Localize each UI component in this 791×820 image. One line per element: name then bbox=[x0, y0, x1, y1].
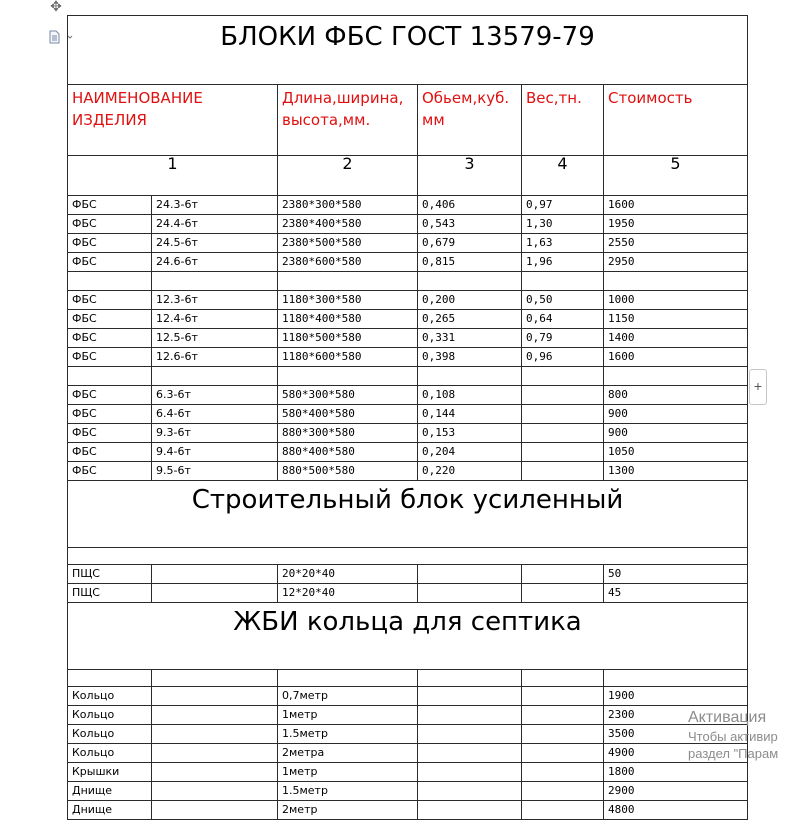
cell-weight bbox=[522, 386, 604, 405]
cell-volume: 0,144 bbox=[418, 405, 522, 424]
column-number-row bbox=[68, 156, 748, 196]
cell-type: ФБС bbox=[68, 386, 152, 405]
fbs-row bbox=[68, 386, 748, 405]
cell-cost: 1600 bbox=[604, 348, 748, 367]
spacer-row bbox=[68, 367, 748, 386]
cell-type: ФБС bbox=[68, 253, 152, 272]
cell-dims: 0,7метр bbox=[278, 687, 418, 706]
header-volume: Обьем,куб. мм bbox=[418, 85, 522, 156]
cell-volume: 0,265 bbox=[418, 310, 522, 329]
cell-dims: 1180*600*580 bbox=[278, 348, 418, 367]
fbs-row bbox=[68, 253, 748, 272]
fbs-row bbox=[68, 196, 748, 215]
cell-volume: 0,406 bbox=[418, 196, 522, 215]
column-number-4: 4 bbox=[522, 156, 604, 196]
cell-dims: 1.5метр bbox=[278, 725, 418, 744]
cell-volume bbox=[418, 782, 522, 801]
cell-dims: 2380*400*580 bbox=[278, 215, 418, 234]
cell-weight: 0,97 bbox=[522, 196, 604, 215]
fbs-row bbox=[68, 291, 748, 310]
cell-type: Кольцо bbox=[68, 687, 152, 706]
cell-weight: 0,96 bbox=[522, 348, 604, 367]
cell-code: 24.4-6т bbox=[152, 215, 278, 234]
column-number-1: 1 bbox=[68, 156, 278, 196]
cell-type: Днище bbox=[68, 782, 152, 801]
cell-cost: 2900 bbox=[604, 782, 748, 801]
cell-volume: 0,204 bbox=[418, 443, 522, 462]
empty-cell bbox=[418, 272, 522, 291]
cell-dims: 2380*600*580 bbox=[278, 253, 418, 272]
cell-weight bbox=[522, 801, 604, 820]
cell-code: 9.4-6т bbox=[152, 443, 278, 462]
cell-cost: 3500 bbox=[604, 725, 748, 744]
cell-type: ПЩС bbox=[68, 565, 152, 584]
empty-cell bbox=[604, 670, 748, 687]
fbs-row bbox=[68, 234, 748, 253]
empty-cell bbox=[418, 670, 522, 687]
empty-cell bbox=[68, 367, 152, 386]
cell-volume bbox=[418, 687, 522, 706]
cell-code bbox=[152, 801, 278, 820]
watermark-line1: Активация bbox=[688, 709, 767, 726]
fbs-row bbox=[68, 462, 748, 481]
cell-type: Крышки bbox=[68, 763, 152, 782]
cell-weight bbox=[522, 744, 604, 763]
cell-dims: 2метр bbox=[278, 801, 418, 820]
watermark-line2: Чтобы активир bbox=[688, 729, 778, 744]
page-title: БЛОКИ ФБС ГОСТ 13579-79 bbox=[68, 16, 748, 85]
ring-row bbox=[68, 763, 748, 782]
cell-type: ФБС bbox=[68, 462, 152, 481]
empty-cell bbox=[68, 272, 152, 291]
empty-cell bbox=[278, 272, 418, 291]
ring-row bbox=[68, 687, 748, 706]
cell-code: 24.5-6т bbox=[152, 234, 278, 253]
fbs-row bbox=[68, 329, 748, 348]
ring-row bbox=[68, 782, 748, 801]
section-title-reinforced: Строительный блок усиленный bbox=[68, 481, 748, 548]
spacer-row bbox=[68, 272, 748, 291]
cell-dims: 580*400*580 bbox=[278, 405, 418, 424]
cell-code: 24.3-6т bbox=[152, 196, 278, 215]
cell-code bbox=[152, 744, 278, 763]
cell-code: 24.6-6т bbox=[152, 253, 278, 272]
section-reinforced-row bbox=[68, 481, 748, 548]
cell-dims: 1.5метр bbox=[278, 782, 418, 801]
cell-cost: 1400 bbox=[604, 329, 748, 348]
cell-weight bbox=[522, 706, 604, 725]
cell-code: 12.6-6т bbox=[152, 348, 278, 367]
cell-code bbox=[152, 725, 278, 744]
cell-dims: 880*300*580 bbox=[278, 424, 418, 443]
empty-cell bbox=[604, 272, 748, 291]
watermark-line3: раздел "Парам bbox=[688, 746, 779, 761]
fbs-row bbox=[68, 310, 748, 329]
cell-code: 9.5-6т bbox=[152, 462, 278, 481]
empty-cell bbox=[604, 367, 748, 386]
cell-code bbox=[152, 706, 278, 725]
cell-type: ФБС bbox=[68, 291, 152, 310]
empty-cell bbox=[68, 670, 152, 687]
ring-row bbox=[68, 744, 748, 763]
ring-row bbox=[68, 801, 748, 820]
cell-cost: 4900 bbox=[604, 744, 748, 763]
cell-code: 9.3-6т bbox=[152, 424, 278, 443]
column-number-3: 3 bbox=[418, 156, 522, 196]
cell-code bbox=[152, 687, 278, 706]
empty-cell bbox=[278, 367, 418, 386]
cell-dims: 1180*500*580 bbox=[278, 329, 418, 348]
cell-weight bbox=[522, 462, 604, 481]
cell-volume: 0,398 bbox=[418, 348, 522, 367]
cell-cost: 1950 bbox=[604, 215, 748, 234]
cell-volume: 0,679 bbox=[418, 234, 522, 253]
cell-weight bbox=[522, 725, 604, 744]
cell-dims: 2380*300*580 bbox=[278, 196, 418, 215]
empty-cell bbox=[152, 670, 278, 687]
cell-volume bbox=[418, 744, 522, 763]
cell-volume bbox=[418, 725, 522, 744]
cell-volume: 0,200 bbox=[418, 291, 522, 310]
table-move-handle-icon[interactable]: ✥ bbox=[50, 0, 62, 14]
reinforced-row bbox=[68, 584, 748, 603]
cell-type: ФБС bbox=[68, 329, 152, 348]
cell-type: ПЩС bbox=[68, 584, 152, 603]
cell-volume: 0,153 bbox=[418, 424, 522, 443]
cell-dims: 880*500*580 bbox=[278, 462, 418, 481]
cell-type: Кольцо bbox=[68, 706, 152, 725]
fbs-row bbox=[68, 443, 748, 462]
cell-dims: 1метр bbox=[278, 706, 418, 725]
cell-cost: 1000 bbox=[604, 291, 748, 310]
cell-volume bbox=[418, 801, 522, 820]
cell-weight: 0,79 bbox=[522, 329, 604, 348]
header-weight: Вес,тн. bbox=[522, 85, 604, 156]
cell-volume: 0,331 bbox=[418, 329, 522, 348]
empty-cell bbox=[278, 670, 418, 687]
cell-volume: 0,220 bbox=[418, 462, 522, 481]
cell-volume: 0,108 bbox=[418, 386, 522, 405]
cell-cost: 1150 bbox=[604, 310, 748, 329]
cell-weight: 1,63 bbox=[522, 234, 604, 253]
empty-cell bbox=[68, 548, 748, 565]
cell-cost: 800 bbox=[604, 386, 748, 405]
cell-code: 12.4-6т bbox=[152, 310, 278, 329]
cell-dims: 12*20*40 bbox=[278, 584, 418, 603]
cell-dims: 2380*500*580 bbox=[278, 234, 418, 253]
cell-dims: 1180*400*580 bbox=[278, 310, 418, 329]
fbs-row bbox=[68, 215, 748, 234]
cell-volume bbox=[418, 565, 522, 584]
cell-code bbox=[152, 565, 278, 584]
cell-cost: 1800 bbox=[604, 763, 748, 782]
price-table bbox=[67, 15, 748, 820]
empty-cell bbox=[418, 367, 522, 386]
cell-volume: 0,815 bbox=[418, 253, 522, 272]
cell-code: 12.5-6т bbox=[152, 329, 278, 348]
cell-cost: 2300 bbox=[604, 706, 748, 725]
cell-weight bbox=[522, 687, 604, 706]
cell-weight bbox=[522, 565, 604, 584]
cell-weight bbox=[522, 424, 604, 443]
column-number-5: 5 bbox=[604, 156, 748, 196]
cell-type: ФБС bbox=[68, 348, 152, 367]
empty-cell bbox=[152, 367, 278, 386]
cell-cost: 50 bbox=[604, 565, 748, 584]
cell-dims: 580*300*580 bbox=[278, 386, 418, 405]
cell-volume: 0,543 bbox=[418, 215, 522, 234]
header-dims: Длина,ширина, высота,мм. bbox=[278, 85, 418, 156]
cell-dims: 2метра bbox=[278, 744, 418, 763]
cell-cost: 1050 bbox=[604, 443, 748, 462]
cell-type: ФБС bbox=[68, 443, 152, 462]
cell-type: ФБС bbox=[68, 215, 152, 234]
ring-row bbox=[68, 706, 748, 725]
section-rings-row bbox=[68, 603, 748, 670]
fbs-row bbox=[68, 424, 748, 443]
cell-cost: 1900 bbox=[604, 687, 748, 706]
cell-type: ФБС bbox=[68, 234, 152, 253]
cell-cost: 1600 bbox=[604, 196, 748, 215]
cell-weight: 1,96 bbox=[522, 253, 604, 272]
cell-cost: 900 bbox=[604, 424, 748, 443]
fbs-row bbox=[68, 348, 748, 367]
cell-cost: 4800 bbox=[604, 801, 748, 820]
cell-cost: 2550 bbox=[604, 234, 748, 253]
empty-cell bbox=[152, 272, 278, 291]
add-row-plus-icon[interactable]: + bbox=[749, 369, 767, 405]
section-title-rings: ЖБИ кольца для септика bbox=[68, 603, 748, 670]
cell-code bbox=[152, 584, 278, 603]
cell-code bbox=[152, 782, 278, 801]
cell-type: ФБС bbox=[68, 424, 152, 443]
cell-dims: 880*400*580 bbox=[278, 443, 418, 462]
cell-weight bbox=[522, 405, 604, 424]
activation-watermark bbox=[688, 708, 791, 765]
column-number-2: 2 bbox=[278, 156, 418, 196]
cell-code: 12.3-6т bbox=[152, 291, 278, 310]
cell-weight bbox=[522, 763, 604, 782]
cell-volume bbox=[418, 706, 522, 725]
empty-cell bbox=[522, 272, 604, 291]
header-cost: Стоимость bbox=[604, 85, 748, 156]
cell-cost: 1300 bbox=[604, 462, 748, 481]
cell-type: Кольцо bbox=[68, 744, 152, 763]
cell-type: Кольцо bbox=[68, 725, 152, 744]
cell-weight: 1,30 bbox=[522, 215, 604, 234]
fbs-row bbox=[68, 405, 748, 424]
cell-weight: 0,64 bbox=[522, 310, 604, 329]
cell-dims: 1метр bbox=[278, 763, 418, 782]
cell-type: Днище bbox=[68, 801, 152, 820]
cell-weight bbox=[522, 782, 604, 801]
cell-volume bbox=[418, 763, 522, 782]
cell-code: 6.3-6т bbox=[152, 386, 278, 405]
reinforced-row bbox=[68, 565, 748, 584]
spacer-row bbox=[68, 548, 748, 565]
cell-dims: 20*20*40 bbox=[278, 565, 418, 584]
empty-cell bbox=[522, 367, 604, 386]
cell-type: ФБС bbox=[68, 310, 152, 329]
cell-type: ФБС bbox=[68, 196, 152, 215]
cell-cost: 2950 bbox=[604, 253, 748, 272]
cell-cost: 45 bbox=[604, 584, 748, 603]
empty-cell bbox=[522, 670, 604, 687]
cell-dims: 1180*300*580 bbox=[278, 291, 418, 310]
cell-code bbox=[152, 763, 278, 782]
cell-weight bbox=[522, 443, 604, 462]
cell-volume bbox=[418, 584, 522, 603]
header-name: НАИМЕНОВАНИЕ ИЗДЕЛИЯ bbox=[68, 85, 278, 156]
cell-weight bbox=[522, 584, 604, 603]
cell-cost: 900 bbox=[604, 405, 748, 424]
ring-row bbox=[68, 725, 748, 744]
cell-code: 6.4-6т bbox=[152, 405, 278, 424]
cell-type: ФБС bbox=[68, 405, 152, 424]
cell-weight: 0,50 bbox=[522, 291, 604, 310]
spacer-row bbox=[68, 670, 748, 687]
